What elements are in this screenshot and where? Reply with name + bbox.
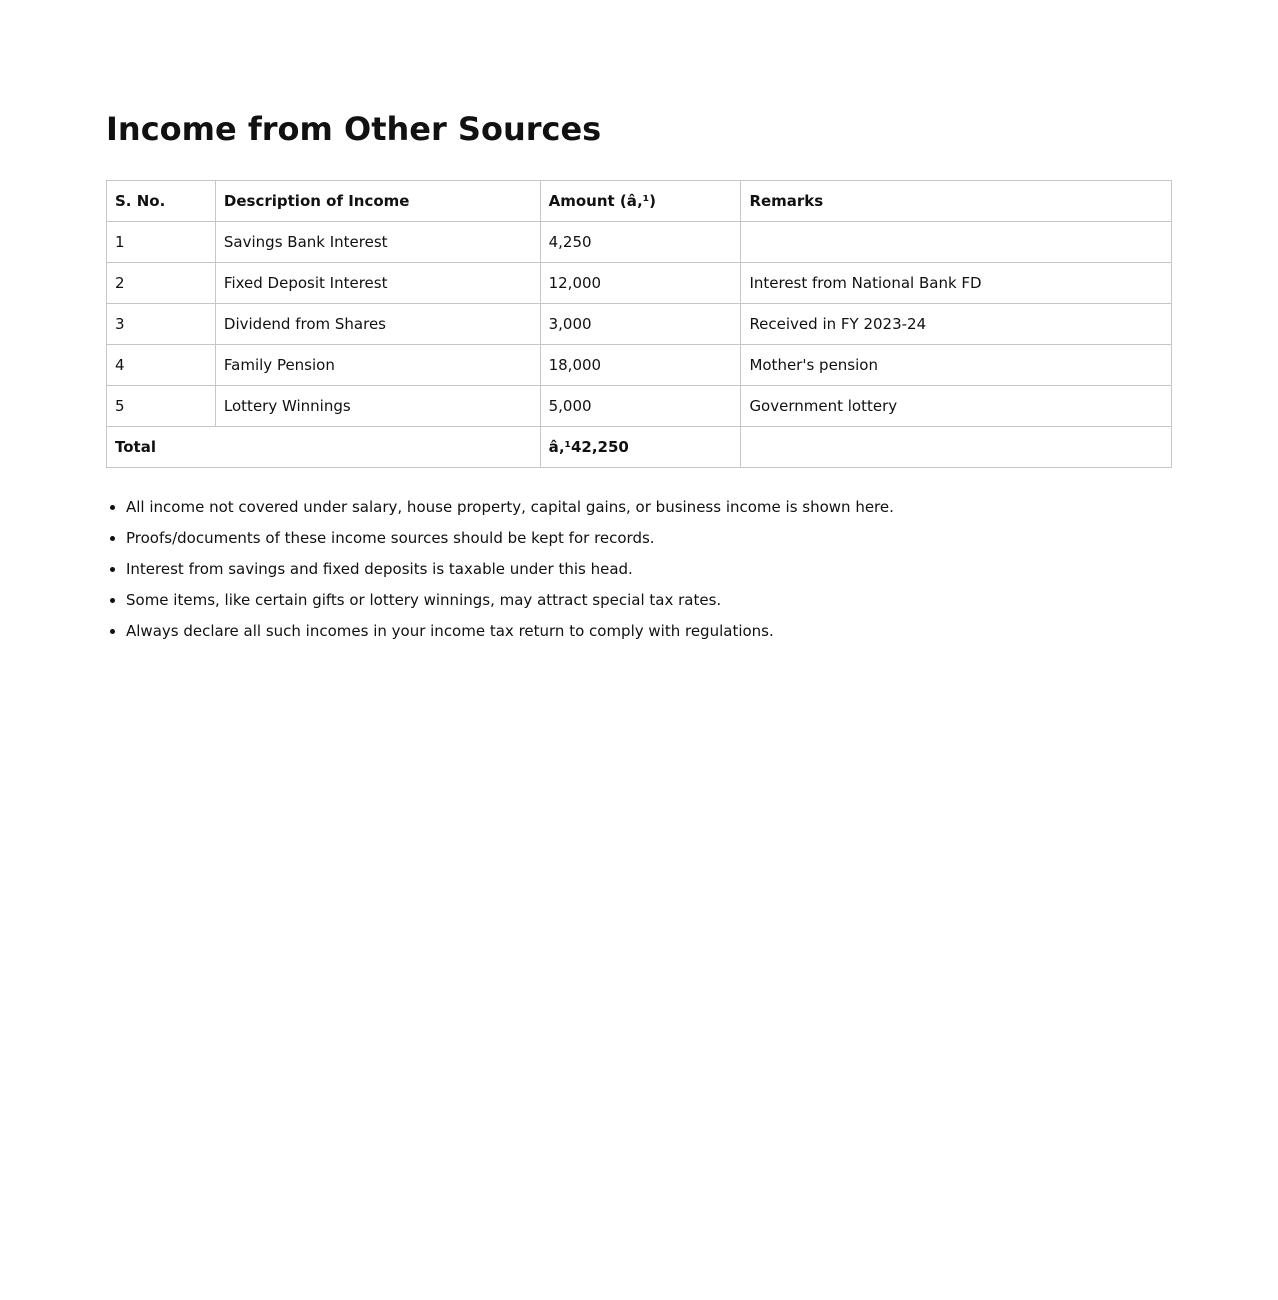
list-item: • Proofs/documents of these income sources should be kept for records. (126, 523, 1172, 554)
cell-description: Family Pension (215, 345, 540, 386)
cell-amount: 3,000 (540, 304, 741, 345)
table-row (107, 263, 1172, 304)
cell-remarks: Mother's pension (741, 345, 1172, 386)
document-page (0, 0, 1278, 647)
header-amount: Amount (â‚¹) (540, 181, 741, 222)
total-amount: â‚¹42,250 (540, 427, 741, 468)
cell-sno: 2 (107, 263, 216, 304)
cell-description: Savings Bank Interest (215, 222, 540, 263)
cell-remarks: Received in FY 2023-24 (741, 304, 1172, 345)
table-row (107, 386, 1172, 427)
page-title: Income from Other Sources (106, 110, 602, 148)
list-item: • Always declare all such incomes in your income tax return to comply with regulations. (126, 616, 1172, 647)
cell-remarks: Government lottery (741, 386, 1172, 427)
cell-description: Fixed Deposit Interest (215, 263, 540, 304)
table-row (107, 345, 1172, 386)
list-item: • All income not covered under salary, house property, capital gains, or business income is shown here. (126, 492, 1172, 523)
cell-remarks: Interest from National Bank FD (741, 263, 1172, 304)
cell-sno: 5 (107, 386, 216, 427)
table-row (107, 304, 1172, 345)
cell-amount: 4,250 (540, 222, 741, 263)
header-description: Description of Income (215, 181, 540, 222)
income-table (106, 180, 1172, 468)
cell-description: Lottery Winnings (215, 386, 540, 427)
list-item: • Some items, like certain gifts or lottery winnings, may attract special tax rates. (126, 585, 1172, 616)
header-remarks: Remarks (741, 181, 1172, 222)
table-total-row (107, 427, 1172, 468)
table-row (107, 222, 1172, 263)
table-header-row (107, 181, 1172, 222)
header-sno: S. No. (107, 181, 216, 222)
cell-sno: 4 (107, 345, 216, 386)
cell-amount: 5,000 (540, 386, 741, 427)
total-remarks (741, 427, 1172, 468)
list-item: • Interest from savings and fixed deposits is taxable under this head. (126, 554, 1172, 585)
cell-amount: 18,000 (540, 345, 741, 386)
notes-list (106, 492, 1172, 647)
cell-sno: 3 (107, 304, 216, 345)
cell-amount: 12,000 (540, 263, 741, 304)
cell-sno: 1 (107, 222, 216, 263)
cell-description: Dividend from Shares (215, 304, 540, 345)
total-label: Total (107, 427, 541, 468)
cell-remarks (741, 222, 1172, 263)
